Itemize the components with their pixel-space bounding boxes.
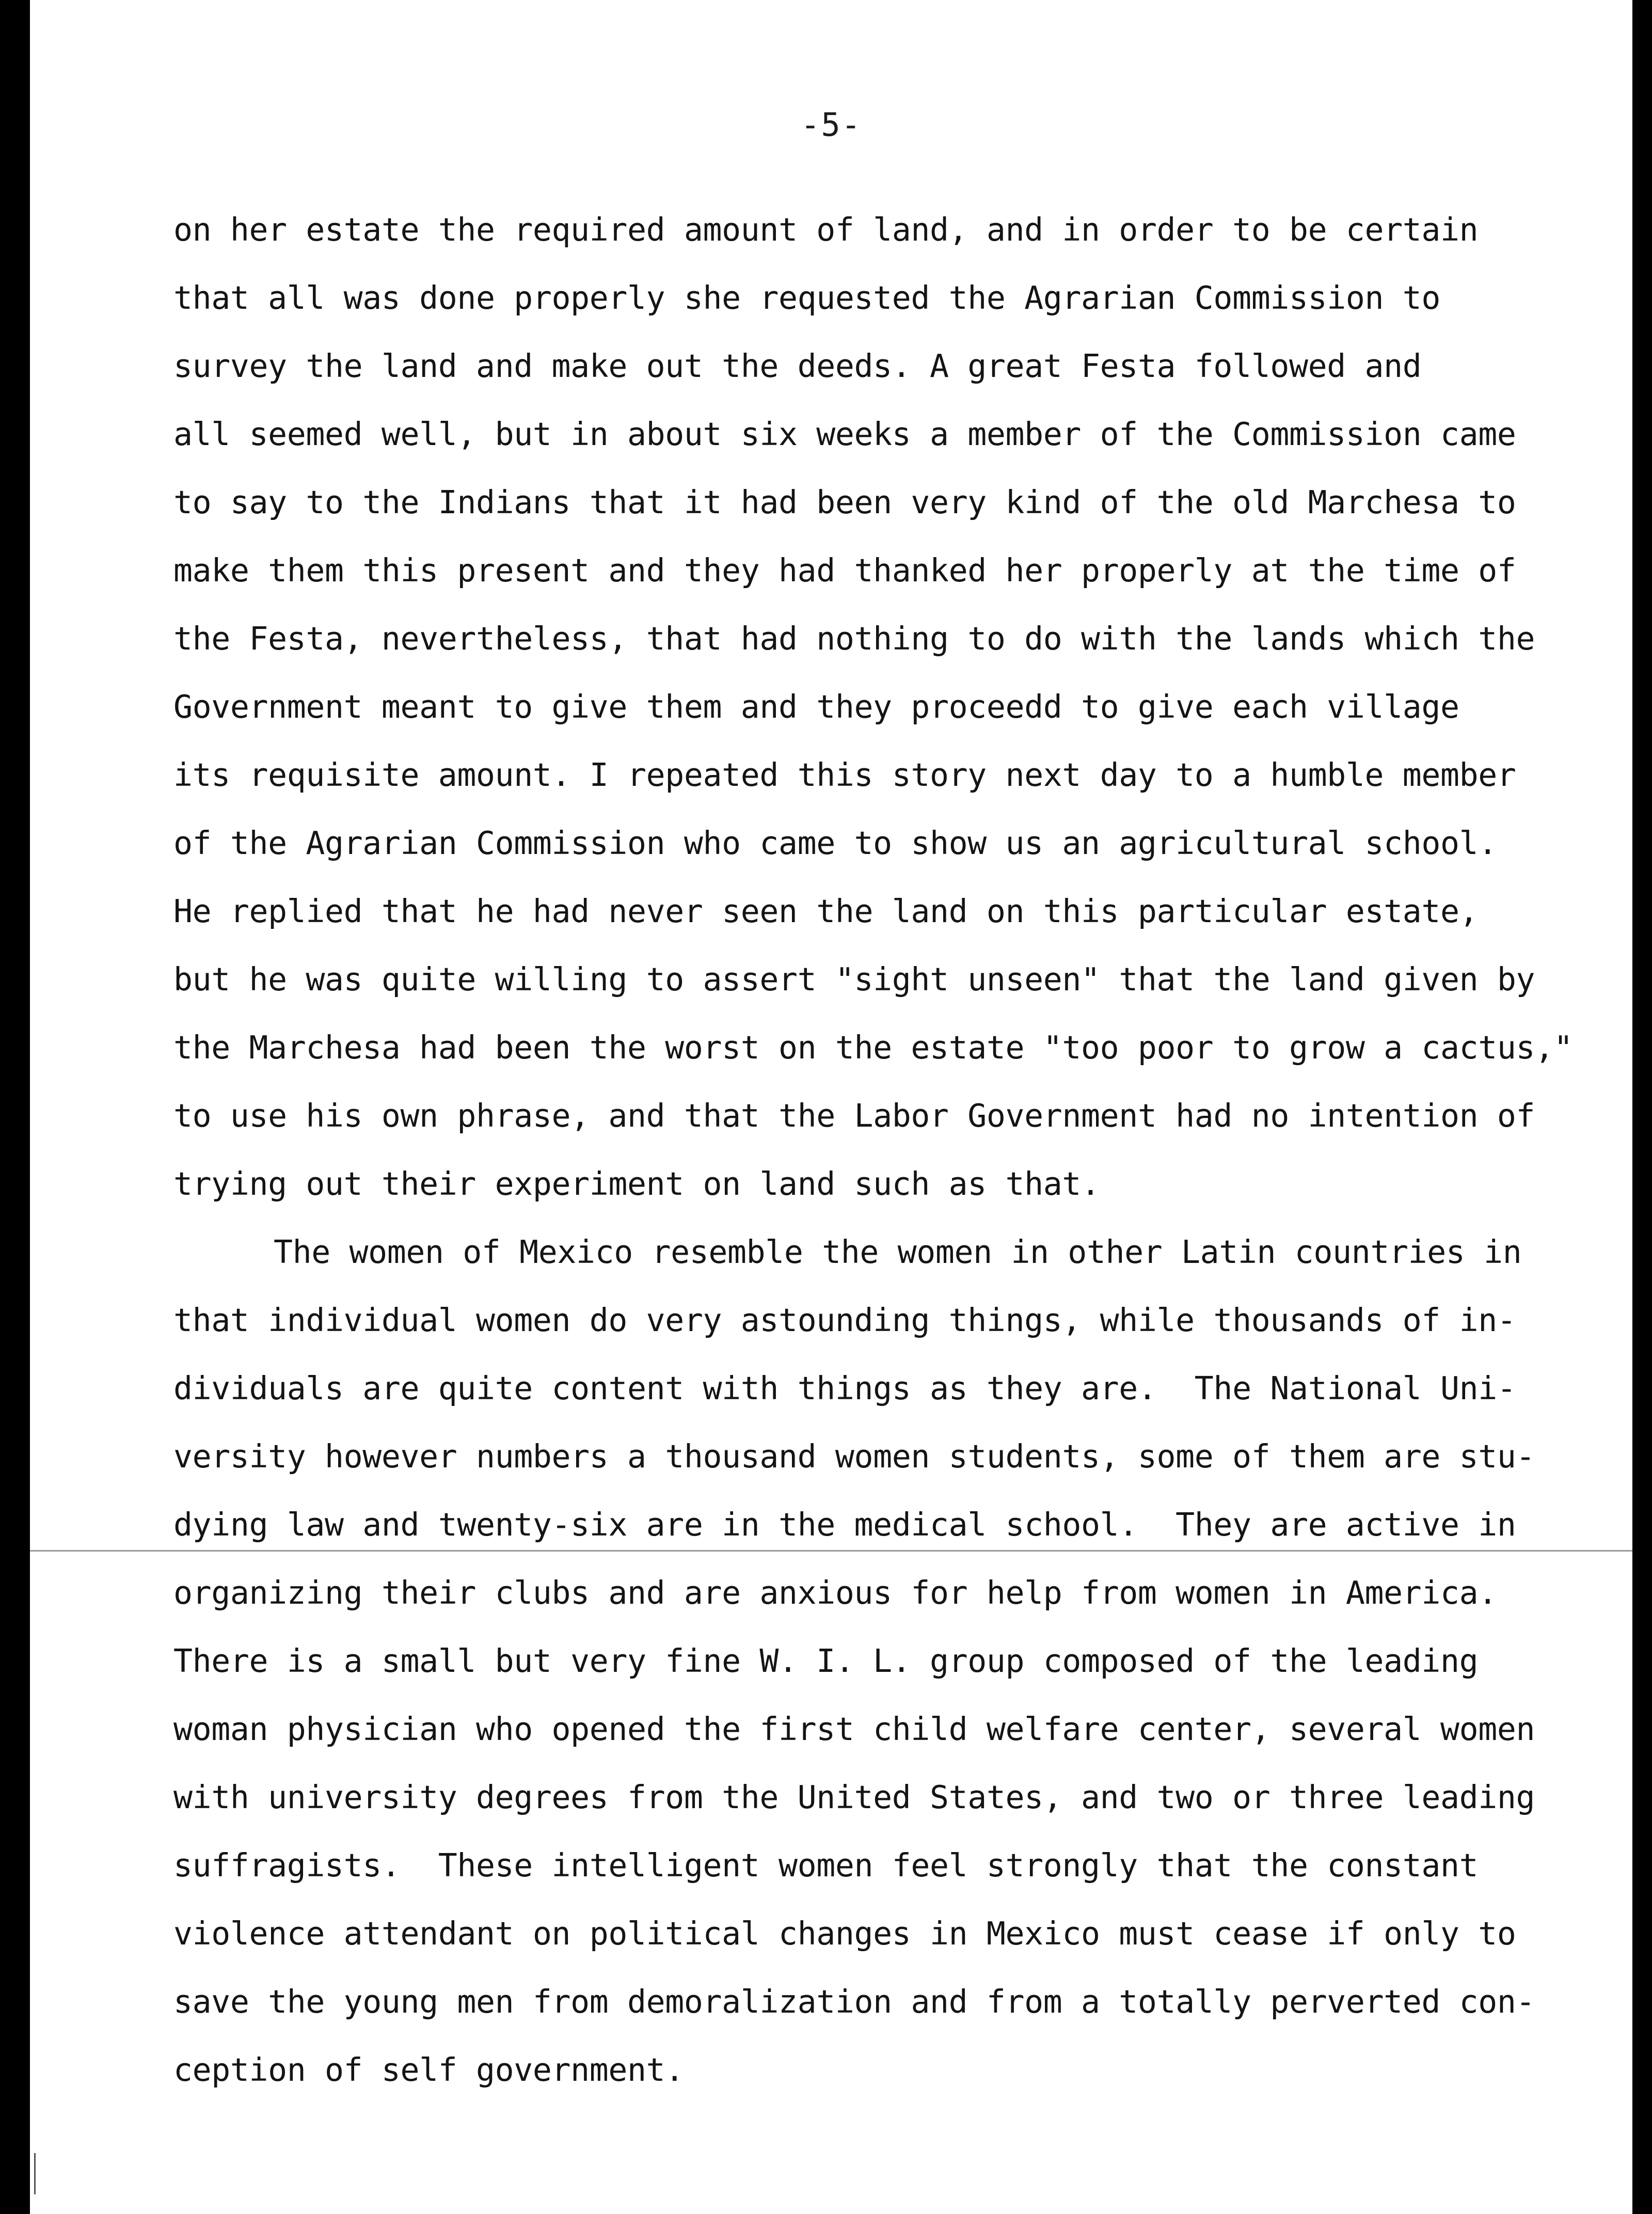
scan-edge-mark xyxy=(34,2153,36,2194)
text-line: the Festa, nevertheless, that had nothing to do with the lands which the xyxy=(173,620,1535,657)
text-line: save the young men from demoralization and from a totally perverted con- xyxy=(173,1983,1535,2020)
text-line: dividuals are quite content with things as they are. The National Uni- xyxy=(173,1370,1516,1407)
text-line: woman physician who opened the first child welfare center, several women xyxy=(173,1711,1535,1748)
text-line: violence attendant on political changes in Mexico must cease if only to xyxy=(173,1915,1516,1952)
text-line: with university degrees from the United States, and two or three leading xyxy=(173,1779,1535,1816)
text-line: survey the land and make out the deeds. A great Festa followed and xyxy=(173,347,1422,385)
text-line: on her estate the required amount of land, and in order to be certain xyxy=(173,211,1479,248)
text-line: but he was quite willing to assert "sight unseen" that the land given by xyxy=(173,961,1535,998)
text-line: dying law and twenty-six are in the medical school. They are active in xyxy=(173,1506,1516,1543)
text-line: suffragists. These intelligent women feel strongly that the constant xyxy=(173,1847,1479,1884)
document-page xyxy=(30,0,1632,2214)
text-line: ception of self government. xyxy=(173,2051,684,2089)
text-line: that all was done properly she requested the Agrarian Commission to xyxy=(173,279,1440,317)
paragraph xyxy=(173,1226,1619,2112)
text-line: the Marchesa had been the worst on the estate "too poor to grow a cactus," xyxy=(173,1029,1573,1066)
text-line: of the Agrarian Commission who came to show us an agricultural school. xyxy=(173,825,1497,862)
text-line: trying out their experiment on land such as that. xyxy=(173,1165,1100,1203)
text-line: versity however numbers a thousand women students, some of them are stu- xyxy=(173,1438,1535,1475)
paragraph xyxy=(173,204,1619,1226)
text-line: The women of Mexico resemble the women in other Latin countries in xyxy=(274,1233,1522,1271)
page-number: -5- xyxy=(801,106,862,144)
text-line: its requisite amount. I repeated this story next day to a humble member xyxy=(173,756,1516,794)
text-line: Government meant to give them and they proceedd to give each village xyxy=(173,688,1459,725)
text-line: organizing their clubs and are anxious for help from women in America. xyxy=(173,1574,1497,1611)
text-line: to use his own phrase, and that the Labor Government had no intention of xyxy=(173,1097,1535,1134)
body-text xyxy=(173,204,1619,2112)
text-line: He replied that he had never seen the land on this particular estate, xyxy=(173,893,1479,930)
text-line: all seemed well, but in about six weeks a member of the Commission came xyxy=(173,416,1516,453)
text-line: that individual women do very astounding things, while thousands of in- xyxy=(173,1302,1516,1339)
text-line: to say to the Indians that it had been very kind of the old Marchesa to xyxy=(173,484,1516,521)
text-line: There is a small but very fine W. I. L. group composed of the leading xyxy=(173,1642,1479,1680)
text-line: make them this present and they had thanked her properly at the time of xyxy=(173,552,1516,589)
